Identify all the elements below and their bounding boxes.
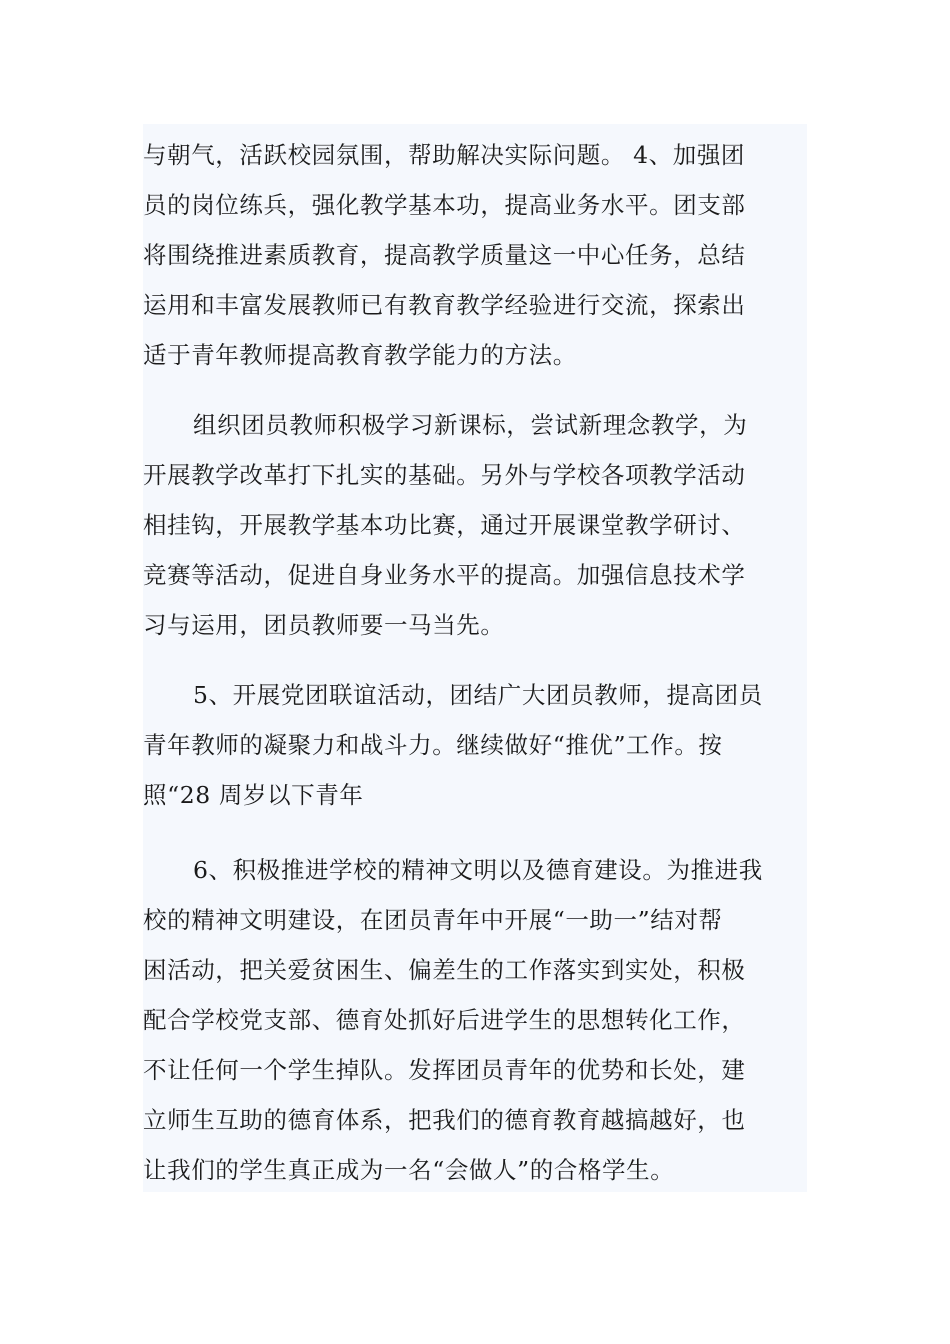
text-line: 竞赛等活动，促进自身业务水平的提高。加强信息技术学	[143, 561, 746, 589]
text-line: 与朝气，活跃校园氛围，帮助解决实际问题。 4、加强团	[143, 141, 746, 169]
text-block	[143, 124, 807, 1192]
paragraph-1	[143, 130, 807, 380]
text-line: 员的岗位练兵，强化教学基本功，提高业务水平。团支部	[143, 191, 746, 219]
text-line: 适于青年教师提高教育教学能力的方法。	[143, 341, 577, 369]
text-line: 开展教学改革打下扎实的基础。另外与学校各项教学活动	[143, 461, 746, 489]
text-line: 运用和丰富发展教师已有教育教学经验进行交流，探索出	[143, 291, 746, 319]
text-line: 5、开展党团联谊活动，团结广大团员教师，提高团员	[193, 681, 763, 709]
paragraph-2	[143, 400, 807, 650]
text-line: 照“28 周岁以下青年	[143, 781, 364, 809]
text-line: 组织团员教师积极学习新课标，尝试新理念教学，为	[193, 411, 748, 439]
text-line: 不让任何一个学生掉队。发挥团员青年的优势和长处，建	[143, 1056, 746, 1084]
text-line: 6、积极推进学校的精神文明以及德育建设。为推进我	[193, 856, 763, 884]
text-line: 困活动，把关爱贫困生、偏差生的工作落实到实处，积极	[143, 956, 746, 984]
paragraph-4	[143, 845, 807, 1195]
text-line: 相挂钩，开展教学基本功比赛，通过开展课堂教学研讨、	[143, 511, 746, 539]
text-line: 让我们的学生真正成为一名“会做人”的合格学生。	[143, 1156, 675, 1184]
text-line: 习与运用，团员教师要一马当先。	[143, 611, 505, 639]
text-line: 配合学校党支部、德育处抓好后进学生的思想转化工作，	[143, 1006, 746, 1034]
text-line: 青年教师的凝聚力和战斗力。继续做好“推优”工作。按	[143, 731, 723, 759]
text-line: 校的精神文明建设，在团员青年中开展“一助一”结对帮	[143, 906, 723, 934]
text-line: 将围绕推进素质教育，提高教学质量这一中心任务，总结	[143, 241, 746, 269]
text-line: 立师生互助的德育体系，把我们的德育教育越搞越好，也	[143, 1106, 746, 1134]
paragraph-3	[143, 670, 807, 820]
